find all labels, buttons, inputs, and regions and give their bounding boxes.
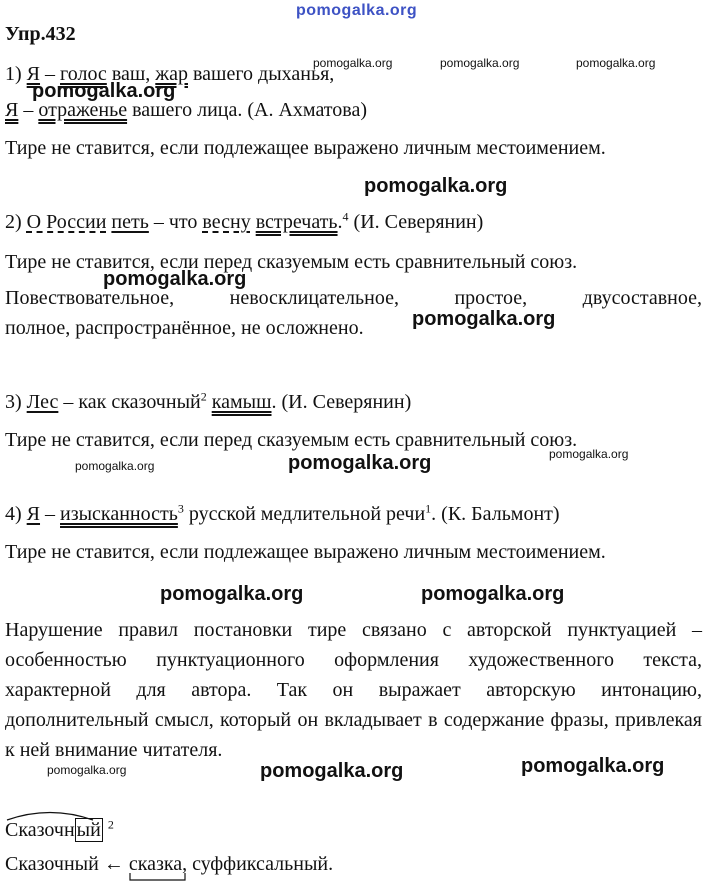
ex3-predicate: камыш <box>211 391 272 413</box>
ex3-note: Тире не ставится, если перед сказуемым есть сравнительный союз. <box>5 429 578 451</box>
watermark-15: pomogalka.org <box>521 755 665 777</box>
ex4-predicate: изысканность <box>60 503 178 525</box>
watermark-7: pomogalka.org <box>412 308 556 330</box>
ex1-note: Тире не ставится, если подлежащее выражено личным местоимением. <box>5 137 606 159</box>
ex4-dash: – <box>40 503 61 525</box>
ex1-text3: вашего лица. (А. Ахматова) <box>127 99 367 121</box>
morph-line2 <box>5 852 333 876</box>
root-arc <box>5 809 125 821</box>
watermark-11: pomogalka.org <box>160 583 304 605</box>
watermark-4: pomogalka.org <box>32 80 176 102</box>
watermark-13: pomogalka.org <box>47 763 127 777</box>
page-title: Упр.432 <box>5 23 76 45</box>
ex2-num: 2) <box>5 211 27 233</box>
morph-line1 <box>5 818 114 842</box>
ex2-subject: петь <box>111 211 149 233</box>
ex1-text1: ваш, <box>106 63 156 85</box>
ex1-predicate3: отраженье <box>38 99 128 121</box>
ex2-sup: 4 <box>342 209 349 224</box>
watermark-10: pomogalka.org <box>549 447 629 461</box>
morph-sup: 2 <box>107 817 114 832</box>
morph-word <box>5 819 108 841</box>
ex4-author: . (К. Бальмонт) <box>431 503 560 525</box>
morph-ending: ый <box>76 819 101 841</box>
watermark-6: pomogalka.org <box>103 268 247 290</box>
ex1-predicate2: жар <box>155 63 188 85</box>
ex2-predicate: встречать <box>255 211 338 233</box>
ex1-dash: – <box>40 63 61 85</box>
morph-base-word <box>129 853 182 875</box>
ex4-text1: русской медлительной речи <box>183 503 426 525</box>
ex4-note: Тире не ставится, если подлежащее выражено личным местоимением. <box>5 541 606 563</box>
ex3-line1 <box>5 390 411 414</box>
ex2-dot: . <box>337 211 343 233</box>
watermark-14: pomogalka.org <box>260 760 404 782</box>
ex1-text2: вашего дыханья, <box>187 63 335 85</box>
ex3-text1: – как сказочный <box>58 391 201 413</box>
ex2-text1: – что <box>148 211 203 233</box>
ex2-desc2: полное, распространённое, не осложнено. <box>5 317 364 339</box>
ex4-sup2: 1 <box>425 501 432 516</box>
ex1-predicate1: голос <box>60 63 107 85</box>
ex1-num: 1) <box>5 63 27 85</box>
ex2-adverbial: О России <box>26 211 107 233</box>
watermark-1: pomogalka.org <box>313 56 393 70</box>
watermark-5: pomogalka.org <box>364 175 508 197</box>
ex4-line1 <box>5 502 560 526</box>
watermark-8: pomogalka.org <box>75 459 155 473</box>
ex3-author: . (И. Северянин) <box>271 391 412 413</box>
ex2-author: (И. Северянин) <box>348 211 484 233</box>
ex2-object: весну <box>202 211 251 233</box>
ex2-line1 <box>5 210 483 234</box>
ex1-subject2: Я <box>5 99 19 121</box>
ex3-num: 3) <box>5 391 27 413</box>
morph-root: Сказочн <box>5 819 75 841</box>
ex4-sup1: 3 <box>177 501 184 516</box>
ex1-subject: Я <box>26 63 41 85</box>
watermark-12: pomogalka.org <box>421 583 565 605</box>
ex3-sup: 2 <box>200 389 207 404</box>
ex4-subject: Я <box>26 503 41 525</box>
ex3-subject: Лес <box>26 391 59 413</box>
conclusion-paragraph: Нарушение правил постановки тире связано с авторской пунктуацией – особенностью пунктуационного оформления художественного текста, характерной для автора. Так он выражает авторскую интонацию, дополнительный смысл, который он вкладывает в содержание фразы, привлекая к ней внимание читателя. <box>5 619 702 761</box>
ex1-dash2: – <box>18 99 39 121</box>
arrow-icon: ← <box>103 853 124 875</box>
ex2-note: Тире не ставится, если перед сказуемым есть сравнительный союз. <box>5 251 578 273</box>
ex4-num: 4) <box>5 503 27 525</box>
watermark-9: pomogalka.org <box>288 452 432 474</box>
watermark-top: pomogalka.org <box>296 2 418 19</box>
watermark-2: pomogalka.org <box>440 56 520 70</box>
morph-word2: Сказочный <box>5 853 104 875</box>
ex2-desc1: Повествовательное, невосклицательное, простое, двусоставное, <box>5 287 702 309</box>
morph-base-text: сказка <box>128 853 183 875</box>
watermark-3: pomogalka.org <box>576 56 656 70</box>
morph-method: , суффиксальный. <box>182 853 334 875</box>
